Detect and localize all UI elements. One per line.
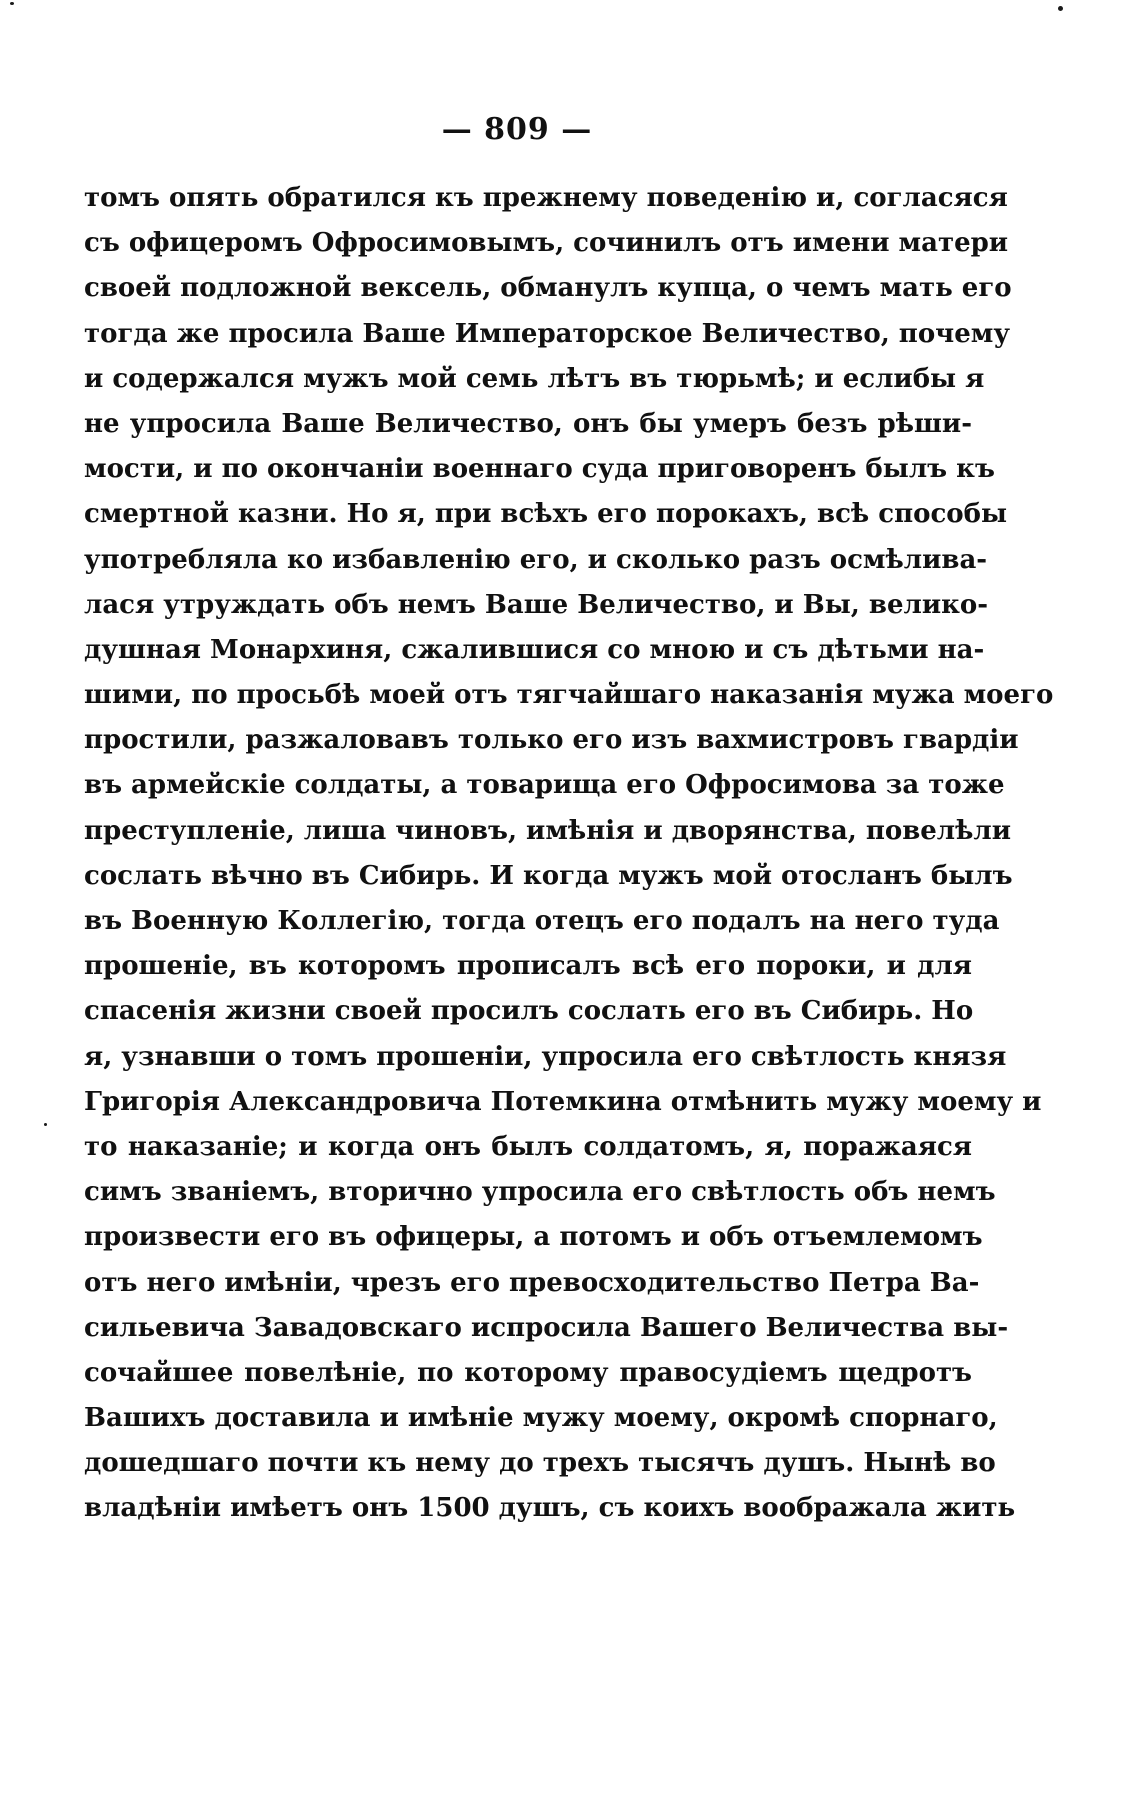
text-line: Вашихъ доставила и имѣніе мужу моему, окромѣ спорнаго, xyxy=(84,1403,998,1434)
body-text xyxy=(84,176,1054,1532)
text-line: и содержался мужъ мой семь лѣтъ въ тюрьмѣ; и еслибы я xyxy=(84,363,985,394)
text-line: сослать вѣчно въ Сибирь. И когда мужъ мой отосланъ былъ xyxy=(84,860,1013,891)
text-line: лася утруждать объ немъ Ваше Величество, и Вы, велико- xyxy=(84,589,989,620)
text-line: владѣніи имѣетъ онъ 1500 душъ, съ коихъ воображала жить xyxy=(84,1493,1016,1524)
text-line: спасенія жизни своей просилъ сослать его въ Сибирь. Но xyxy=(84,996,974,1027)
text-line: употребляла ко избавленію его, и сколько разъ осмѣлива- xyxy=(84,544,988,575)
text-line: преступленіе, лиша чиновъ, имѣнія и дворянства, повелѣли xyxy=(84,815,1012,846)
text-line: съ офицеромъ Офросимовымъ, сочинилъ отъ имени матери xyxy=(84,228,1009,259)
text-line: мости, и по окончаніи военнаго суда приговоренъ былъ къ xyxy=(84,454,995,485)
text-line: своей подложной вексель, обманулъ купца, о чемъ мать его xyxy=(84,273,1012,304)
text-line: дошедшаго почти къ нему до трехъ тысячъ душъ. Нынѣ во xyxy=(84,1448,996,1479)
text-line: тогда же просила Ваше Императорское Величество, почему xyxy=(84,318,1010,349)
text-line: въ армейскіе солдаты, а товарища его Офросимова за тоже xyxy=(84,770,1005,801)
text-line: душная Монархиня, сжалившися со мною и съ дѣтьми на- xyxy=(84,634,985,665)
ink-speck xyxy=(10,2,14,5)
text-line: симъ званіемъ, вторично упросила его свѣтлость объ немъ xyxy=(84,1177,996,1208)
text-line: отъ него имѣніи, чрезъ его превосходительство Петра Ва- xyxy=(84,1267,980,1298)
ink-speck xyxy=(1058,6,1063,11)
text-line: сильевича Завадовскаго испросила Вашего Величества вы- xyxy=(84,1312,1009,1343)
text-line: прошеніе, въ которомъ прописалъ всѣ его пороки, и для xyxy=(84,951,972,982)
text-line: сочайшее повелѣніе, по которому правосудіемъ щедротъ xyxy=(84,1357,972,1388)
text-line: простили, разжаловавъ только его изъ вахмистровъ гвардіи xyxy=(84,725,1019,756)
text-line: въ Военную Коллегію, тогда отецъ его подалъ на него туда xyxy=(84,906,1000,936)
text-line: произвести его въ офицеры, а потомъ и объ отъемлемомъ xyxy=(84,1222,983,1253)
ink-speck xyxy=(44,1123,47,1126)
text-line: Григорія Александровича Потемкина отмѣнить мужу моему и xyxy=(84,1086,1042,1117)
text-line: то наказаніе; и когда онъ былъ солдатомъ, я, поражаяся xyxy=(84,1131,972,1162)
text-line: томъ опять обратился къ прежнему поведенію и, согласяся xyxy=(84,183,1008,213)
text-line: я, узнавши о томъ прошеніи, упросила его свѣтлость князя xyxy=(84,1041,1007,1072)
text-line: не упросила Ваше Величество, онъ бы умеръ безъ рѣши- xyxy=(84,408,972,439)
text-line: смертной казни. Но я, при всѣхъ его порокахъ, всѣ способы xyxy=(84,499,1008,530)
page-number: — 809 — xyxy=(441,112,593,147)
text-line: шими, по просьбѣ моей отъ тягчайшаго наказанія мужа моего xyxy=(84,680,1054,711)
